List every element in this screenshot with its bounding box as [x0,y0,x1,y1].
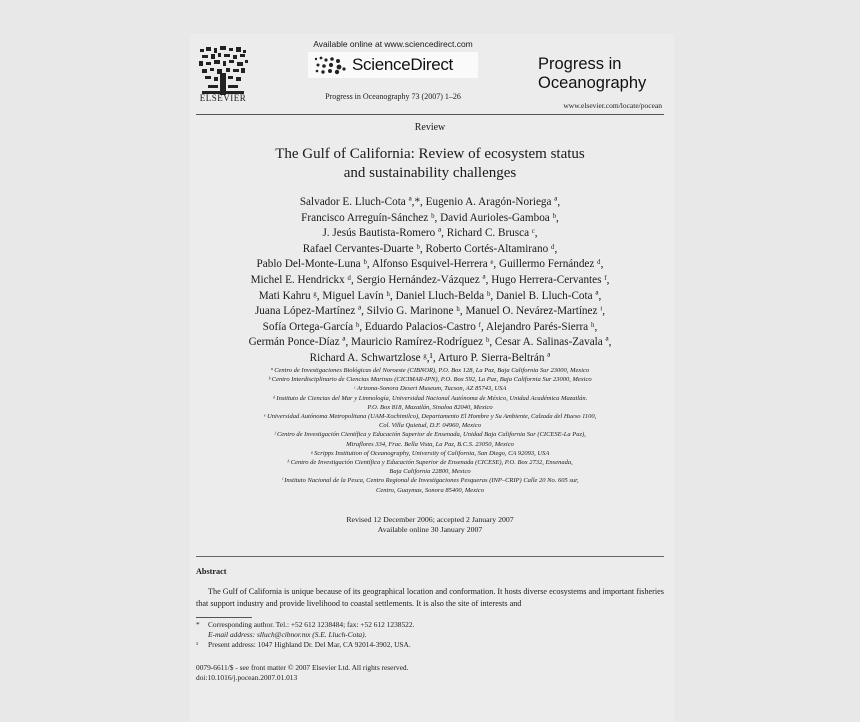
footnote-row [196,640,664,650]
footnote-email[interactable]: E-mail address: slluch@cibnor.mx (S.E. Lluch-Cota). [208,630,367,639]
article-title [196,145,664,183]
footnote-mark [196,630,208,640]
author-line: Mati Kahru ᵍ, Miguel Lavín ʰ, Daniel Lluch-Belda ᵇ, Daniel B. Lluch-Cota ª, [258,289,602,302]
affiliation-line: Centro, Guaymas, Sonora 85400, Mexico [376,486,484,494]
author-line: J. Jesús Bautista-Romero ª, Richard C. Brusca ᶜ, [322,227,538,240]
affiliation-line: ᵇ Centro Interdisciplinario de Ciencias Marinas (CICIMAR-IPN), P.O. Box 592, La Paz, Baja California Sur 23000, Mexico [268,376,592,384]
author-line: Salvador E. Lluch-Cota ª,*, Eugenio A. Aragón-Noriega ª, [299,196,561,208]
journal-citation: Progress in Oceanography 73 (2007) 1–26 [325,92,461,101]
article-title-line-1: The Gulf of California: Review of ecosystem status [275,146,585,162]
issn-line: 0079-6611/$ - see front matter © 2007 Elsevier Ltd. All rights reserved. [196,663,409,672]
article-footer [196,663,664,683]
abstract-divider [196,556,664,557]
footnote-mark: ¹ [196,640,199,649]
abstract-text: The Gulf of California is unique because of its geographical location and conformation. It hosts diverse ecosystems and important fisheries that support industry and provide livelihood to coastal settlements. It is also the site of interests and [196,587,664,608]
affiliation-line: ⁱ Instituto Nacional de la Pesca, Centro Regional de Investigaciones Pesqueras (INP–CRIP) Calle 20 No. 605 sur, [281,477,579,485]
header-divider [196,114,664,115]
revised-date: Revised 12 December 2006; accepted 2 January 2007 [346,515,514,524]
article-type: Review [414,122,446,133]
author-line: Germán Ponce-Díaz ª, Mauricio Ramírez-Rodríguez ᵇ, Cesar A. Salinas-Zavala ª, [248,336,612,349]
affiliation-line: P.O. Box 818, Mazatlán, Sinaloa 82040, Mexico [367,403,493,411]
available-online-text: Available online at www.sciencedirect.com [313,39,473,49]
author-line: Francisco Arreguín-Sánchez ᵇ, David Aurioles-Gamboa ᵇ, [301,211,559,224]
affiliation-line: ᶜ Arizona-Sonora Desert Museum, Tucson, AZ 85743, USA [353,385,507,393]
author-line: Rafael Cervantes-Duarte ᵇ, Roberto Cortés-Altamirano ᵈ, [302,242,558,255]
author-line: Sofía Ortega-García ᵇ, Eduardo Palacios-Castro ᶠ, Alejandro Parés-Sierra ʰ, [262,320,598,333]
footnote-row [196,620,664,630]
affiliation-list [196,366,664,495]
journal-title-line-1: Progress in [538,55,622,73]
author-list [196,195,664,367]
affiliation-line: ᵈ Instituto de Ciencias del Mar y Limnología, Universidad Nacional Autónoma de México, Unidad Académica Mazatlán. [272,394,588,402]
sciencedirect-wordmark: ScienceDirect [352,55,453,74]
author-line: Michel E. Hendrickx ᵈ, Sergio Hernández-Vázquez ª, Hugo Herrera-Cervantes ᶠ, [250,273,610,286]
affiliation-line: ᵉ Universidad Autónoma Metropolitana (UAM-Xochimilco), Departamento El Hombre y Su Ambiente, Calzada del Hueso 1100, [263,413,597,421]
abstract-heading: Abstract [196,567,227,576]
footnote-divider [196,617,252,618]
journal-title-line-2: Oceanography [538,74,647,92]
article-dates [196,515,664,535]
author-line: Juana López-Martínez ª, Silvio G. Marinone ʰ, Manuel O. Nevárez-Martínez ⁱ, [254,305,606,318]
journal-url[interactable]: www.elsevier.com/locate/pocean [563,101,662,110]
footnote-text: Present address: 1047 Highland Dr. Del Mar, CA 92014-3902, USA. [208,640,411,649]
affiliation-line: ᶠ Centro de Investigación Científica y Educación Superior de Ensenada, Unidad Baja California Sur (CICESE-La Paz), [274,431,586,439]
footnote-text: Corresponding author. Tel.: +52 612 1238484; fax: +52 612 1238522. [208,620,415,629]
doi-link[interactable]: doi:10.1016/j.pocean.2007.01.013 [196,673,298,682]
footnotes [196,620,664,650]
author-line: Richard A. Schwartzlose ᵍ,¹, Arturo P. Sierra-Beltrán ª [309,351,551,364]
affiliation-line: ª Centro de Investigaciones Biológicas del Noroeste (CIBNOR), P.O. Box 128, La Paz, Baja California Sur 23000, Mexico [270,367,590,374]
affiliation-line: Baja California 22800, Mexico [389,468,471,476]
article-title-line-2: and sustainability challenges [343,165,517,181]
sciencedirect-logo-icon [312,55,348,75]
affiliation-line: ʰ Centro de Investigación Científica y Educación Superior de Ensenada (CICESE), P.O. Box 2732, Ensenada, [287,459,573,467]
footnote-mark: * [196,620,200,629]
affiliation-line: Col. Villa Quietud, D.F. 04960, Mexico [379,422,481,430]
affiliation-line: Miraflores 334, Frac. Bella Vista, La Paz, B.C.S. 23050, Mexico [346,440,514,448]
journal-title [538,55,646,93]
footnote-row [196,630,664,640]
author-line: Pablo Del-Monte-Luna ᵇ, Alfonso Esquivel-Herrera ᵉ, Guillermo Fernández ᵈ, [256,258,604,271]
affiliation-line: ᵍ Scripps Institution of Oceanography, University of California, San Diego, CA 92093, USA [310,449,550,457]
online-date: Available online 30 January 2007 [377,525,483,534]
publisher-name: ELSEVIER [199,93,247,103]
